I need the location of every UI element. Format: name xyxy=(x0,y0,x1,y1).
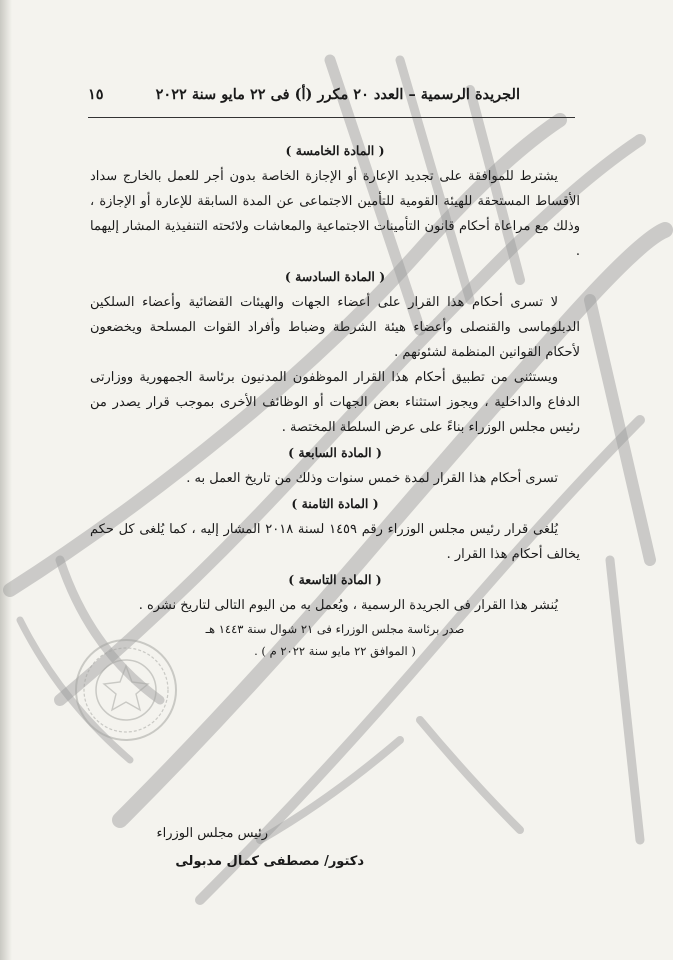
article-5-paragraph: يشترط للموافقة على تجديد الإعارة أو الإجازة الخاصة بدون أجر للعمل بالخارج سداد الأقساط المستحقة للهيئة القومية للتأمين الاجتماعى عن المدة السابقة للإعارة أو الإجازة ، وذلك مع مراعاة أحكام قانون التأمينات الاجتماعية والمعاشات ولائحته التنفيذية المشار إليهما . xyxy=(90,169,580,259)
header-title: الجريدة الرسمية – العدد ٢٠ مكرر (أ) فى ٢٢ مايو سنة ٢٠٢٢ xyxy=(155,86,520,103)
article-6-title: ( المادة السادسة ) xyxy=(284,269,386,284)
article-9-paragraph: يُنشر هذا القرار فى الجريدة الرسمية ، ويُعمل به من اليوم التالى لتاريخ نشره . xyxy=(138,598,558,613)
article-8-paragraph: يُلغى قرار رئيس مجلس الوزراء رقم ١٤٥٩ لسنة ٢٠١٨ المشار إليه ، كما يُلغى كل حكم يخالف أحكام هذا القرار . xyxy=(90,522,580,562)
decree-body xyxy=(90,138,580,662)
header-divider xyxy=(88,117,575,118)
article-7-paragraph: تسرى أحكام هذا القرار لمدة خمس سنوات وذلك من تاريخ العمل به . xyxy=(186,471,558,486)
signatory-title: رئيس مجلس الوزراء xyxy=(156,826,268,841)
issued-date-gregorian: ( الموافق ٢٢ مايو سنة ٢٠٢٢ م ) . xyxy=(254,644,416,658)
article-7-title: ( المادة السابعة ) xyxy=(288,445,382,460)
signatory-name: دكتور/ مصطفى كمال مدبولى xyxy=(175,854,364,869)
article-5-title: ( المادة الخامسة ) xyxy=(285,143,385,158)
issued-date-hijri: صدر برئاسة مجلس الوزراء فى ٢١ شوال سنة ١٤٤٣ هـ xyxy=(205,622,465,636)
article-6-paragraph-2: ويستثنى من تطبيق أحكام هذا القرار الموظفون المدنيون برئاسة الجمهورية ووزارتى الدفاع والداخلية ، ويجوز استثناء بعض الجهات أو الوظائف الأخرى بموجب قرار يصدر من رئيس مجلس الوزراء بناءً على عرض السلطة المختصة . xyxy=(90,370,580,435)
scan-edge-shadow xyxy=(0,0,12,960)
article-8-title: ( المادة الثامنة ) xyxy=(291,496,379,511)
article-9-title: ( المادة التاسعة ) xyxy=(288,572,382,587)
article-6-paragraph-1: لا تسرى أحكام هذا القرار على أعضاء الجهات والهيئات القضائية وأعضاء السلكين الدبلوماسى والقنصلى وأعضاء هيئة الشرطة وضباط وأفراد القوات المسلحة ويخضعون لأحكام القوانين المنظمة لشئونهم . xyxy=(90,295,580,360)
page-number: ١٥ xyxy=(88,86,104,103)
gazette-header xyxy=(88,86,520,110)
